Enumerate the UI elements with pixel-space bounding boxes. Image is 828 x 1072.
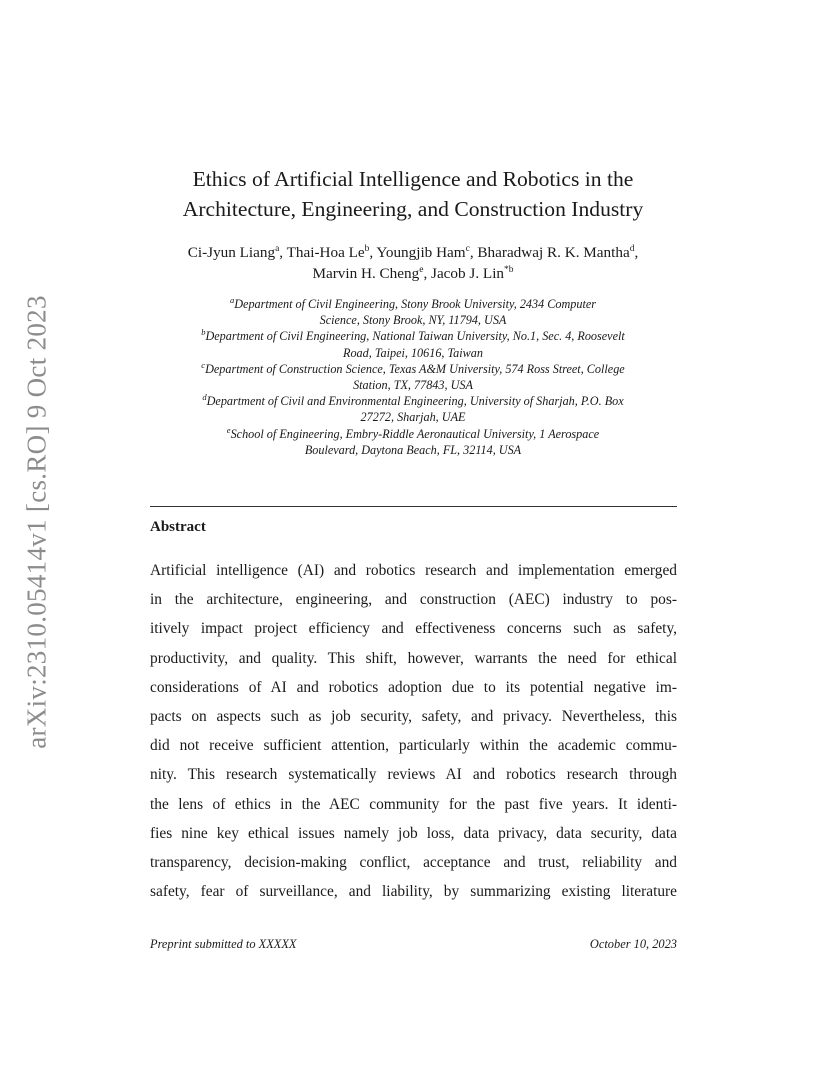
- affiliation-line: Science, Stony Brook, NY, 11794, USA: [319, 313, 507, 328]
- author-name: Youngjib Ham: [376, 244, 466, 261]
- affiliation-text: Department of Civil Engineering, Stony Brook University, 2434 Computer: [234, 297, 596, 311]
- affiliation-line: [130, 393, 696, 409]
- affiliation-text: Department of Civil Engineering, National Taiwan University, No.1, Sec. 4, Roosevelt: [205, 329, 625, 344]
- author-name: Ci-Jyun Liang: [187, 244, 276, 261]
- affiliation-text: School of Engineering, Embry-Riddle Aeronautical University, 1 Aerospace: [230, 426, 600, 441]
- section-divider: [150, 506, 677, 507]
- affiliation-mark: e: [226, 424, 231, 435]
- affiliation-line: [130, 296, 696, 312]
- affiliation-line: [130, 328, 696, 344]
- author-line: Marvin H. Cheng$^e$, Jacob J. Lin$^{*b}$: [312, 264, 514, 282]
- abstract-line: considerations of AI and robotics adoption due to its potential negative im-: [150, 678, 677, 696]
- affiliation-mark: b: [201, 327, 206, 338]
- affiliation-line: Road, Taipei, 10616, Taiwan: [343, 345, 483, 360]
- abstract-line: the lens of ethics in the AEC community for the past five years. It identi-: [150, 795, 677, 813]
- arxiv-identifier: arXiv:2310.05414v1 [cs.RO] 9 Oct 2023: [21, 295, 52, 749]
- affiliation-line: 27272, Sharjah, UAE: [360, 410, 466, 425]
- author-affil-mark: b: [364, 243, 370, 254]
- author-line: Ci-Jyun Liang$^a$, Thai-Hoa Le$^b$, Youngjib Ham$^c$, Bharadwaj R. K. Mantha$^d$,: [187, 243, 639, 261]
- author-name: Jacob J. Lin: [431, 264, 505, 282]
- abstract-line: nity. This research systematically reviews AI and robotics research through: [150, 766, 677, 784]
- abstract-line: transparency, decision-making conflict, acceptance and trust, reliability and: [150, 854, 677, 872]
- abstract-line: did not receive sufficient attention, particularly within the academic commu-: [150, 737, 677, 755]
- affiliation-line: Boulevard, Daytona Beach, FL, 32114, USA: [304, 442, 522, 457]
- affiliation-line: [130, 361, 696, 377]
- author-affil-mark: *b: [504, 264, 514, 275]
- author-name: Marvin H. Cheng: [312, 264, 420, 282]
- abstract-line: itively impact project efficiency and effectiveness concerns such as safety,: [150, 620, 677, 638]
- affiliation-mark: d: [202, 392, 207, 403]
- abstract-line: Artificial intelligence (AI) and robotics research and implementation emerged: [150, 562, 677, 579]
- abstract-body: [150, 556, 677, 906]
- author-affil-mark: d: [629, 243, 635, 254]
- affiliation-mark: a: [230, 294, 235, 305]
- affiliation-mark: c: [201, 359, 206, 370]
- title-line: Ethics of Artificial Intelligence and Robotics in the: [192, 167, 634, 191]
- affiliation-line: Station, TX, 77843, USA: [353, 378, 473, 393]
- affiliation-line: [130, 426, 696, 442]
- author-affil-mark: c: [465, 243, 470, 254]
- abstract-heading: Abstract: [150, 519, 206, 535]
- affiliation-text: Department of Construction Science, Texas A&M University, 574 Ross Street, College: [205, 361, 625, 376]
- author-affil-mark: a: [275, 243, 280, 254]
- abstract-line: productivity, and quality. This shift, however, warrants the need for ethical: [150, 649, 677, 667]
- affiliation-list: [130, 296, 696, 458]
- footer-preprint-note: Preprint submitted to XXXXX: [150, 937, 297, 951]
- title-line: Architecture, Engineering, and Construction Industry: [182, 197, 644, 221]
- author-list: [120, 243, 706, 284]
- author-name: Bharadwaj R. K. Mantha: [477, 244, 630, 261]
- author-name: Thai-Hoa Le: [286, 244, 365, 261]
- abstract-line: fies nine key ethical issues namely job loss, data privacy, data security, data: [150, 824, 677, 842]
- footer-date: October 10, 2023: [589, 937, 677, 951]
- abstract-line: in the architecture, engineering, and construction (AEC) industry to pos-: [150, 591, 677, 609]
- paper-title: [120, 164, 706, 224]
- abstract-line: pacts on aspects such as job security, safety, and privacy. Nevertheless, this: [150, 708, 677, 726]
- author-affil-mark: e: [419, 264, 424, 275]
- abstract-line: safety, fear of surveillance, and liability, by summarizing existing literature: [150, 883, 677, 901]
- affiliation-text: Department of Civil and Environmental Engineering, University of Sharjah, P.O. Box: [206, 394, 624, 409]
